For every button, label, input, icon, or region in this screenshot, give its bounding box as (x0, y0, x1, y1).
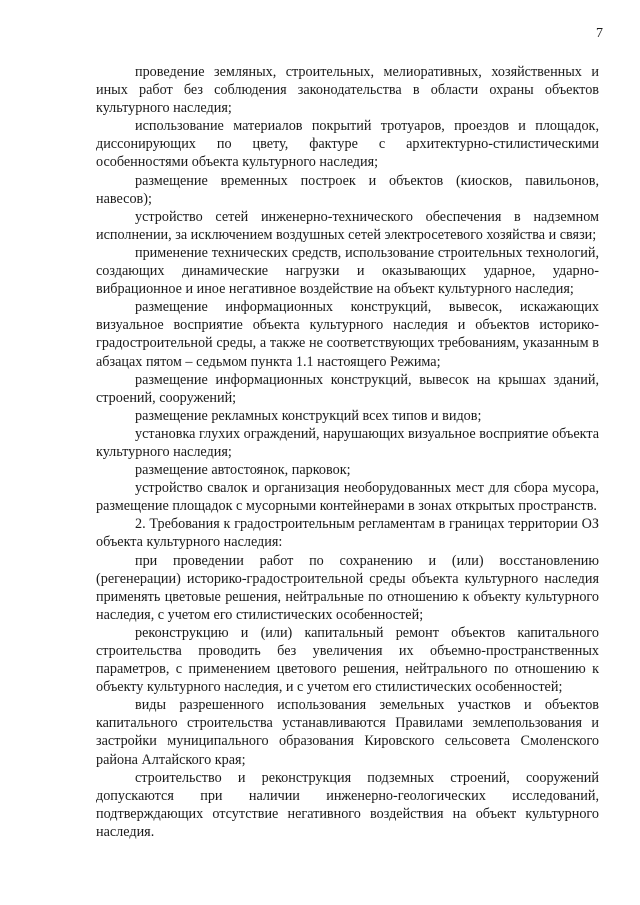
paragraph-underground-construction: строительство и реконструкция подземных строений, сооружений допускаются при наличии инженерно-геологических исследований, подтверждающих отсутствие негативного воздействия на объект культурного наследия. (96, 769, 599, 840)
paragraph-temporary-buildings: размещение временных построек и объектов (киосков, павильонов, навесов); (96, 172, 599, 207)
paragraph-parking: размещение автостоянок, парковок; (135, 462, 351, 479)
paragraph-earthworks: проведение земляных, строительных, мелиоративных, хозяйственных и иных работ без соблюдения законодательства в области охраны объектов культурного наследия; (96, 64, 599, 117)
paragraph-land-use: виды разрешенного использования земельных участков и объектов капитального строительства устанавливаются Правилами землепользования и застройки муниципального образования Кировского сельсовета Смоленского района Алтайского края; (96, 697, 599, 768)
paragraph-reconstruction: реконструкцию и (или) капитальный ремонт объектов капитального строительства проводить без увеличения их объемно-пространственных параметров, с применением цветового решения, нейтрального по отношению к объекту культурного наследия, и с учетом его стилистических особенностей; (96, 624, 599, 696)
paragraph-technical-means: применение технических средств, использование строительных технологий, создающих динамические нагрузки и оказывающих ударное, ударно-вибрационное и иное негативное воздействие на объект культурного наследия; (96, 244, 599, 298)
paragraph-waste: устройство свалок и организация необорудованных мест для сбора мусора, размещение площадок с мусорными контейнерами в зонах открытых пространств. (96, 480, 599, 515)
paragraph-fences: установка глухих ограждений, нарушающих визуальное восприятие объекта культурного наследия; (96, 425, 599, 460)
paragraph-pavement-materials: использование материалов покрытий тротуаров, проездов и площадок, диссонирующих по цвету, фактуре с архитектурно-стилистическими особенностями объекта культурного наследия; (96, 118, 599, 171)
paragraph-advertising: размещение рекламных конструкций всех типов и видов; (135, 407, 482, 424)
page-number: 7 (596, 26, 603, 41)
paragraph-info-structures: размещение информационных конструкций, вывесок, искажающих визуальное восприятие объекта культурного наследия и объектов историко-градостроительной среды, а также не соответствующих требованиям, указанным в абзацах пятом – седьмом пункта 1.1 настоящего Режима; (96, 299, 599, 370)
document-body (96, 63, 599, 841)
paragraph-roof-signs: размещение информационных конструкций, вывесок на крышах зданий, строений, сооружений; (96, 371, 599, 406)
paragraph-overhead-networks: устройство сетей инженерно-технического обеспечения в надземном исполнении, за исключением воздушных сетей электросетевого хозяйства и связи; (96, 208, 599, 243)
paragraph-section-2-heading: 2. Требования к градостроительным регламентам в границах территории ОЗ объекта культурного наследия: (96, 516, 599, 551)
paragraph-color-solutions: при проведении работ по сохранению и (или) восстановлению (регенерации) историко-градостроительной среды объекта культурного наследия применять цветовые решения, нейтральные по отношению к объекту культурного наследия, с учетом его стилистических особенностей; (96, 552, 599, 623)
